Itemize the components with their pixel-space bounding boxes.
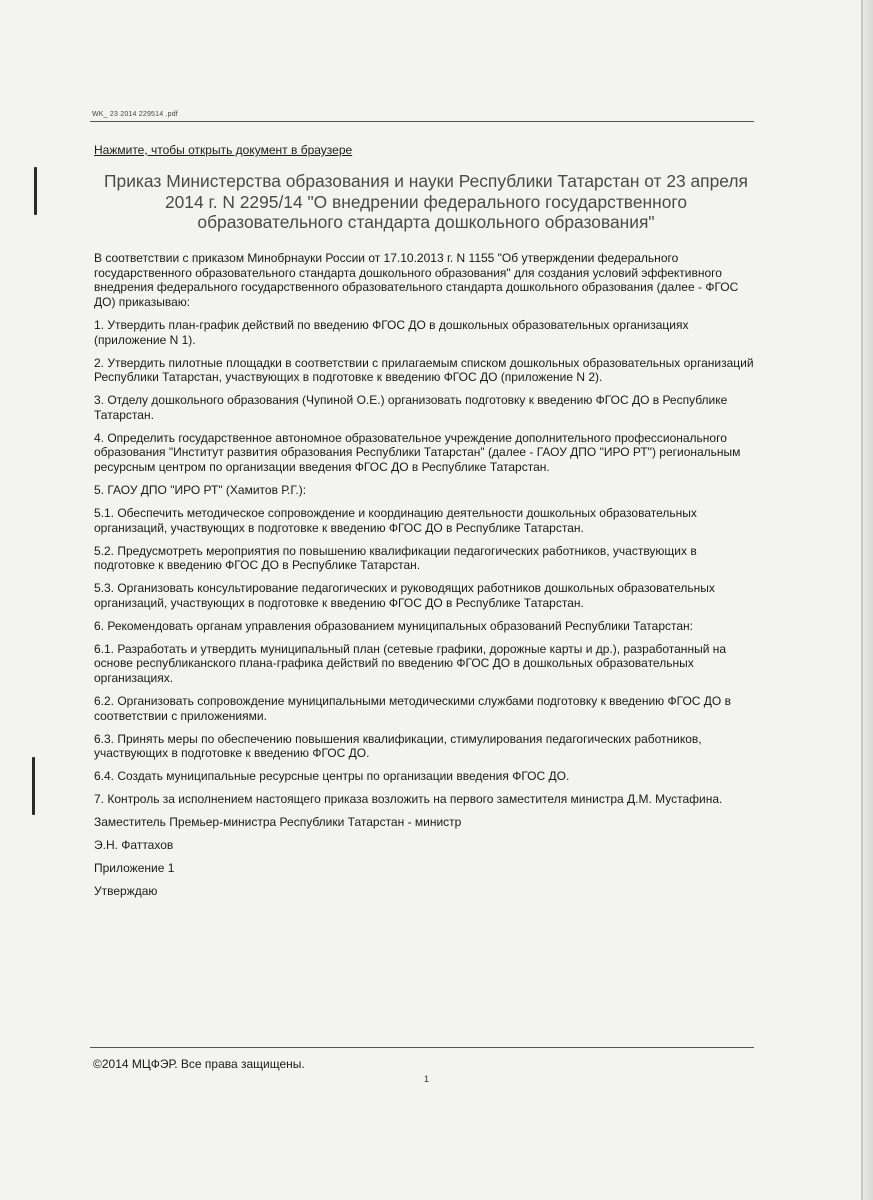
copyright-text: ©2014 МЦФЭР. Все права защищены. [93,1057,305,1071]
header-divider [90,121,754,122]
footer-divider [90,1047,754,1048]
approval-heading: Утверждаю [94,883,158,898]
scan-page-shadow [861,0,863,1200]
document-title: Приказ Министерства образования и науки Республики Татарстан от 23 апреля 2014 г. N 2295/14 "О внедрении федерального государственного образовательного стандарта дошкольного образования" [104,171,748,232]
paragraph: 5. ГАОУ ДПО "ИРО РТ" (Хамитов Р.Г.): [94,483,307,498]
signatory-name: Э.Н. Фаттахов [94,837,174,852]
paragraph: 4. Определить государственное автономное образовательное учреждение дополнительного профессионального образования "Институт развития образования Республики Татарстан" (далее - ГАОУ ДПО "ИРО РТ") региональным ресурсным центром по организации введения ФГОС ДО в Республике Татарстан. [94,430,741,475]
paragraph: 5.1. Обеспечить методическое сопровождение и координацию деятельности дошкольных образовательных организаций, участвующих в подготовке к введению ФГОС ДО в Республике Татарстан. [94,505,697,535]
page-number: 1 [424,1074,430,1084]
margin-pen-mark [34,167,37,215]
paragraph: 1. Утвердить план-график действий по введению ФГОС ДО в дошкольных образовательных организациях (приложение N 1). [94,318,689,347]
pdf-file-name: WK_ 23 2014 229514 .pdf [92,111,178,118]
open-in-browser-link[interactable]: Нажмите, чтобы открыть документ в браузере [94,143,353,157]
paragraph: 6.1. Разработать и утвердить муниципальный план (сетевые графики, дорожные карты и др.), разработанный на основе республиканского плана-графика действий по введению ФГОС ДО в дошкольных образовательных организациях. [94,641,727,686]
paragraph: 6.2. Организовать сопровождение муниципальными методическими службами подготовку к введению ФГОС ДО в соответствии с приложениями. [94,693,731,723]
paragraph: 6.4. Создать муниципальные ресурсные центры по организации введения ФГОС ДО. [94,769,570,784]
paragraph: В соответствии с приказом Минобрнауки России от 17.10.2013 г. N 1155 "Об утверждении федерального государственного образовательного стандарта дошкольного образования" для создания условий эффективного внедрения федерального государственного образовательного стандарта дошкольного образования (далее - ФГОС ДО) приказываю: [94,251,739,310]
paragraph: 5.2. Предусмотреть мероприятия по повышению квалификации педагогических работников, участвующих в подготовке к введению ФГОС ДО в Республике Татарстан. [94,543,697,573]
appendix-heading: Приложение 1 [94,860,175,875]
paragraph: 7. Контроль за исполнением настоящего приказа возложить на первого заместителя министра Д.М. Мустафина. [94,792,723,807]
signatory-title: Заместитель Премьер-министра Республики Татарстан - министр [94,814,462,829]
paragraph: 2. Утвердить пилотные площадки в соответствии с прилагаемым списком дошкольных образовательных организаций Республики Татарстан, участвующих в подготовке к введению ФГОС ДО (приложение N 2). [94,355,754,385]
paragraph: 6. Рекомендовать органам управления образованием муниципальных образований Республики Татарстан: [94,618,694,633]
document-body [94,251,758,906]
margin-pen-mark [32,757,35,815]
paragraph: 5.3. Организовать консультирование педагогических и руководящих работников дошкольных образовательных организаций, участвующих в подготовке к введению ФГОС ДО в Республике Татарстан. [94,581,715,610]
paragraph: 6.3. Принять меры по обеспечению повышения квалификации, стимулирования педагогических работников, участвующих в подготовке к введению ФГОС ДО. [94,731,702,761]
paragraph: 3. Отделу дошкольного образования (Чупиной О.Е.) организовать подготовку к введению ФГОС ДО в Республике Татарстан. [94,393,728,422]
